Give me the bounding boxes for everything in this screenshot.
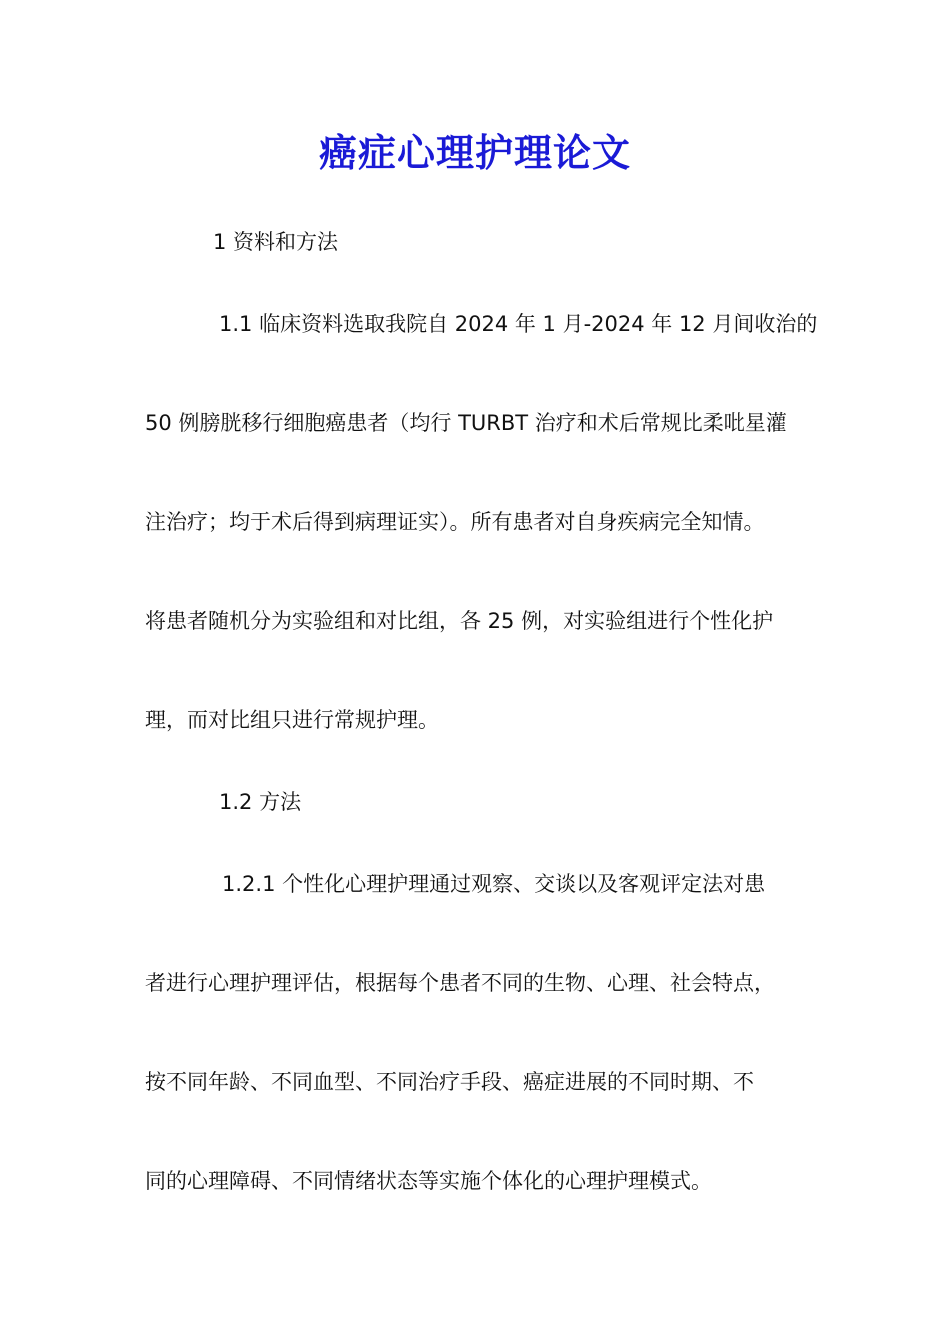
- paragraph-line: 同的心理障碍、不同情绪状态等实施个体化的心理护理模式。: [145, 1169, 712, 1193]
- paragraph-line: 注治疗；均于术后得到病理证实）。所有患者对自身疾病完全知情。: [145, 510, 765, 534]
- paragraph-line: 按不同年龄、不同血型、不同治疗手段、癌症进展的不同时期、不: [145, 1070, 754, 1094]
- paragraph-line: 理，而对比组只进行常规护理。: [145, 708, 439, 732]
- paragraph-line: 将患者随机分为实验组和对比组，各 25 例，对实验组进行个性化护: [145, 609, 774, 633]
- section-heading-1: 1 资料和方法: [213, 230, 339, 254]
- section-heading-1-2: 1.2 方法: [219, 790, 302, 814]
- paragraph-line: 1.1 临床资料选取我院自 2024 年 1 月-2024 年 12 月间收治的: [219, 312, 818, 336]
- paragraph-line: 者进行心理护理评估，根据每个患者不同的生物、心理、社会特点，: [145, 971, 775, 995]
- paragraph-line: 1.2.1 个性化心理护理通过观察、交谈以及客观评定法对患: [222, 872, 766, 896]
- paragraph-line: 50 例膀胱移行细胞癌患者（均行 TURBT 治疗和术后常规比柔吡星灌: [145, 411, 787, 435]
- document-title: 癌症心理护理论文: [318, 130, 631, 175]
